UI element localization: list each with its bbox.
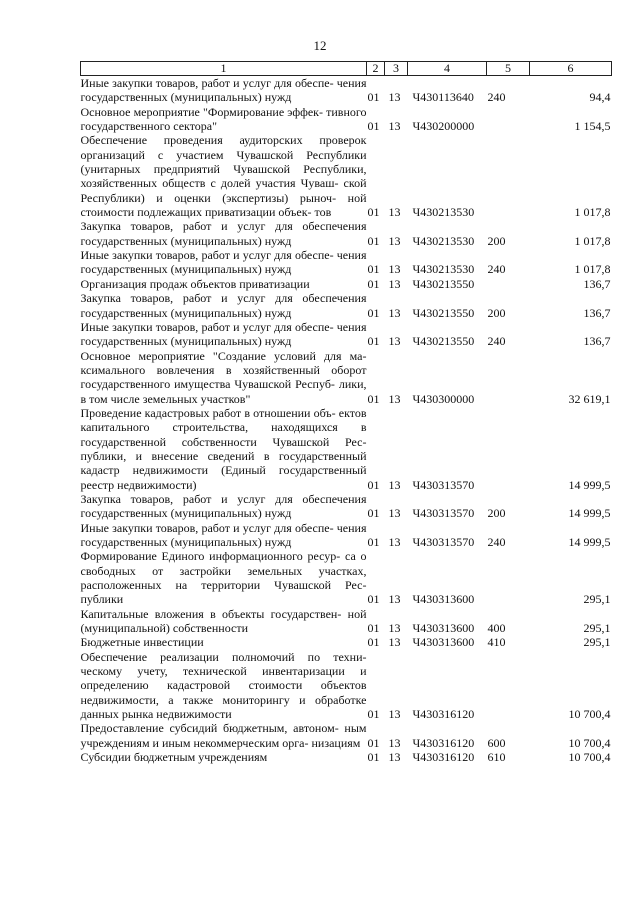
row-amount: 1 017,8 (574, 205, 611, 220)
row-target-article: Ч430313570 (412, 477, 475, 492)
row-name-line: кадастр недвижимости (Единый государственный (80, 463, 367, 478)
row-subsection-code: 13 (388, 305, 401, 320)
row-expense-type: 240 (487, 262, 506, 277)
row-amount: 136,7 (583, 334, 611, 349)
row-amount: 1 017,8 (574, 262, 611, 277)
table-row (81, 521, 612, 550)
row-target-article: Ч430316120 (412, 735, 475, 750)
row-name-line: публики, и внесение сведений в государственный (80, 448, 367, 463)
column-header-3: 3 (385, 62, 408, 76)
row-target-article: Ч430313600 (412, 592, 475, 607)
row-subsection-code: 13 (388, 205, 401, 220)
row-name-line: са о свободных от застройки земельных участках, (80, 549, 367, 578)
row-name-line: государственных (муниципальных) нужд (80, 305, 292, 320)
row-name-line: недвижимости, а также мониторингу и обработке (80, 692, 367, 707)
table-row (81, 406, 612, 492)
row-name-cell (81, 607, 367, 636)
row-amount: 10 700,4 (568, 750, 611, 765)
row-expense-type: 400 (487, 621, 506, 636)
row-amount: 14 999,5 (568, 535, 611, 549)
row-target-article: Ч430113640 (412, 90, 474, 105)
row-name-cell (81, 492, 367, 521)
row-name-line: Основное мероприятие "Создание условий для ма- (80, 348, 367, 363)
row-subsection-code: 13 (388, 735, 401, 750)
row-amount: 32 619,1 (568, 391, 611, 406)
row-name-line: Иные закупки товаров, работ и услуг для обеспе- (80, 248, 334, 263)
row-expense-type (487, 549, 530, 606)
row-expense-type: 200 (487, 305, 506, 320)
row-subsection-code: 13 (388, 750, 401, 765)
row-name-cell (81, 277, 367, 291)
row-subsection-code: 13 (388, 707, 401, 722)
row-target-article: Ч430313600 (412, 635, 475, 650)
row-name-line: Бюджетные инвестиции (80, 635, 204, 650)
row-name-line: ской Республики) и оценки (экспертизы) рыноч- (80, 176, 367, 205)
row-subsection-code: 13 (388, 119, 401, 134)
row-name-cell (81, 521, 367, 550)
table-row (81, 492, 612, 521)
row-name-line: Основное мероприятие "Формирование эффек- (80, 104, 323, 119)
table-row (81, 277, 612, 291)
row-subsection-code: 13 (388, 233, 401, 248)
row-target-article: Ч430313600 (412, 621, 475, 636)
row-name-line: государственных (муниципальных) нужд (80, 506, 292, 521)
row-name-line: чения государственных (муниципальных) нужд (80, 248, 367, 277)
row-name-line: ной стоимости подлежащих приватизации объек- (80, 190, 367, 220)
row-name-line: хозяйственных обществ с долей участия Чуваш- (80, 176, 339, 191)
row-expense-type: 600 (487, 735, 506, 750)
row-name-line: реестр недвижимости) (80, 477, 197, 492)
row-name-line: расположенных на территории Чувашской Рес- (80, 578, 367, 593)
row-amount: 10 700,4 (568, 735, 611, 750)
row-expense-type (487, 133, 530, 219)
table-row (81, 320, 612, 349)
row-expense-type (487, 650, 530, 722)
column-header-6: 6 (530, 62, 612, 76)
row-name-cell (81, 750, 367, 764)
row-name-cell (81, 248, 367, 277)
row-amount: 14 999,5 (568, 506, 611, 521)
row-section-code: 01 (367, 334, 380, 349)
row-name-line: определению кадастровой стоимости объектов (80, 678, 367, 693)
row-name-line: государственного имущества Чувашской Респуб- (80, 377, 335, 392)
row-name-line: публики (80, 592, 124, 607)
row-amount: 94,4 (589, 90, 611, 105)
row-target-article: Ч430300000 (412, 391, 475, 406)
row-target-article: Ч430313570 (412, 535, 475, 549)
row-target-article: Ч430200000 (412, 119, 475, 134)
row-name-cell (81, 650, 367, 722)
table-row (81, 607, 612, 636)
row-section-code: 01 (367, 750, 380, 765)
row-target-article: Ч430213530 (412, 262, 475, 277)
row-target-article: Ч430316120 (412, 750, 475, 765)
row-subsection-code: 13 (388, 621, 401, 636)
row-target-article: Ч430316120 (412, 707, 475, 722)
row-section-code: 01 (367, 276, 380, 291)
row-subsection-code: 13 (388, 90, 401, 105)
row-section-code: 01 (367, 233, 380, 248)
row-section-code: 01 (367, 119, 380, 134)
row-subsection-code: 13 (388, 635, 401, 650)
row-section-code: 01 (367, 305, 380, 320)
row-subsection-code: 13 (388, 334, 401, 349)
table-row (81, 76, 612, 105)
row-name-line: (унитарных предприятий Чувашской Республики, (80, 162, 367, 177)
row-name-line: Организация продаж объектов приватизации (80, 276, 310, 291)
row-name-line: данных рынка недвижимости (80, 707, 232, 722)
row-name-line: низациям (311, 735, 361, 750)
row-section-code: 01 (367, 506, 380, 521)
row-name-line: Формирование Единого информационного ресур- (80, 549, 341, 564)
row-name-line: Закупка товаров, работ и услуг для обеспечения (80, 219, 367, 234)
row-name-line: в государственной собственности Чувашской Рес- (80, 420, 367, 449)
row-section-code: 01 (367, 535, 380, 549)
row-expense-type: 610 (487, 750, 506, 765)
row-name-line: лики, в том числе земельных участков" (80, 377, 367, 406)
row-name-line: Предоставление субсидий бюджетным, автоном- (80, 721, 339, 736)
row-amount: 295,1 (583, 635, 611, 650)
row-section-code: 01 (367, 90, 380, 105)
row-section-code: 01 (367, 621, 380, 636)
row-target-article: Ч430313570 (412, 506, 475, 521)
row-subsection-code: 13 (388, 391, 401, 406)
column-header-5: 5 (487, 62, 530, 76)
row-amount: 136,7 (583, 305, 611, 320)
row-name-line: ным учреждениям и иным некоммерческим орга- (80, 721, 367, 750)
table-row (81, 291, 612, 320)
row-section-code: 01 (367, 735, 380, 750)
row-expense-type (487, 105, 530, 134)
row-section-code: 01 (367, 592, 380, 607)
row-target-article: Ч430213550 (412, 276, 475, 291)
column-header-4: 4 (408, 62, 487, 76)
row-expense-type: 240 (487, 535, 506, 549)
row-name-line: организаций с участием Чувашской Республики (80, 147, 367, 162)
row-name-line: Субсидии бюджетным учреждениям (80, 750, 268, 765)
row-expense-type: 200 (487, 233, 506, 248)
row-amount: 295,1 (583, 592, 611, 607)
row-expense-type: 240 (487, 334, 506, 349)
table-row (81, 750, 612, 764)
table-row (81, 721, 612, 750)
row-name-line: Закупка товаров, работ и услуг для обеспечения (80, 491, 367, 506)
row-section-code: 01 (367, 635, 380, 650)
row-name-line: чения государственных (муниципальных) нужд (80, 520, 367, 549)
row-name-line: Обеспечение реализации полномочий по техни- (80, 649, 367, 664)
row-name-line: Закупка товаров, работ и услуг для обеспечения (80, 291, 367, 306)
row-expense-type: 240 (487, 90, 506, 105)
row-name-line: тов (314, 205, 332, 220)
row-name-cell (81, 320, 367, 349)
page-number: 12 (313, 38, 327, 53)
row-target-article: Ч430213530 (412, 233, 475, 248)
table-row (81, 248, 612, 277)
row-name-cell (81, 635, 367, 649)
row-name-line: ектов капитального строительства, находящихся (80, 405, 367, 435)
column-header-1: 1 (81, 62, 367, 76)
row-subsection-code: 13 (388, 535, 401, 549)
row-name-line: Капитальные вложения в объекты государствен- (80, 606, 342, 621)
row-name-cell (81, 105, 367, 134)
row-name-line: Иные закупки товаров, работ и услуг для обеспе- (80, 319, 334, 334)
table-row (81, 105, 612, 134)
table-header-row (81, 62, 612, 76)
row-section-code: 01 (367, 262, 380, 277)
row-amount: 295,1 (583, 621, 611, 636)
row-name-line: тивного государственного сектора" (80, 104, 367, 134)
row-section-code: 01 (367, 205, 380, 220)
row-target-article: Ч430213550 (412, 305, 475, 320)
column-header-2: 2 (367, 62, 385, 76)
table-row (81, 650, 612, 722)
row-name-line: государственных (муниципальных) нужд (80, 233, 292, 248)
row-subsection-code: 13 (388, 477, 401, 492)
row-name-line: Иные закупки товаров, работ и услуг для обеспе- (80, 76, 334, 90)
row-expense-type (487, 349, 530, 406)
table-row (81, 635, 612, 649)
table-row (81, 549, 612, 606)
row-subsection-code: 13 (388, 276, 401, 291)
row-name-cell (81, 76, 367, 105)
row-name-cell (81, 291, 367, 320)
row-expense-type: 200 (487, 506, 506, 521)
row-expense-type: 410 (487, 635, 506, 650)
row-name-line: Обеспечение проведения аудиторских проверок (80, 133, 367, 148)
row-expense-type (487, 406, 530, 492)
row-name-line: чения государственных (муниципальных) нужд (80, 319, 367, 349)
row-name-line: Иные закупки товаров, работ и услуг для обеспе- (80, 520, 334, 535)
row-target-article: Ч430213530 (412, 205, 475, 220)
table-row (81, 133, 612, 219)
table-row (81, 349, 612, 406)
row-name-cell (81, 219, 367, 248)
row-name-cell (81, 406, 367, 492)
row-section-code: 01 (367, 707, 380, 722)
row-subsection-code: 13 (388, 262, 401, 277)
row-name-cell (81, 721, 367, 750)
row-name-line: чения государственных (муниципальных) нужд (80, 76, 367, 105)
row-subsection-code: 13 (388, 592, 401, 607)
row-amount: 14 999,5 (568, 477, 611, 492)
row-name-cell (81, 133, 367, 219)
row-name-line: Проведение кадастровых работ в отношении объ- (80, 405, 336, 420)
row-name-line: ной (муниципальной) собственности (80, 606, 367, 636)
row-name-cell (81, 349, 367, 406)
budget-table (80, 61, 612, 765)
row-section-code: 01 (367, 391, 380, 406)
row-subsection-code: 13 (388, 506, 401, 521)
table-row (81, 219, 612, 248)
row-amount: 1 154,5 (574, 119, 611, 134)
table-body (81, 76, 612, 765)
row-section-code: 01 (367, 477, 380, 492)
row-expense-type (487, 277, 530, 291)
row-amount: 1 017,8 (574, 233, 611, 248)
row-name-line: ческому учету, технической инвентаризации и (80, 664, 367, 679)
row-amount: 136,7 (583, 276, 611, 291)
row-name-cell (81, 549, 367, 606)
row-name-line: ксимального вовлечения в хозяйственный оборот (80, 362, 367, 377)
row-target-article: Ч430213550 (412, 334, 475, 349)
row-amount: 10 700,4 (568, 707, 611, 722)
